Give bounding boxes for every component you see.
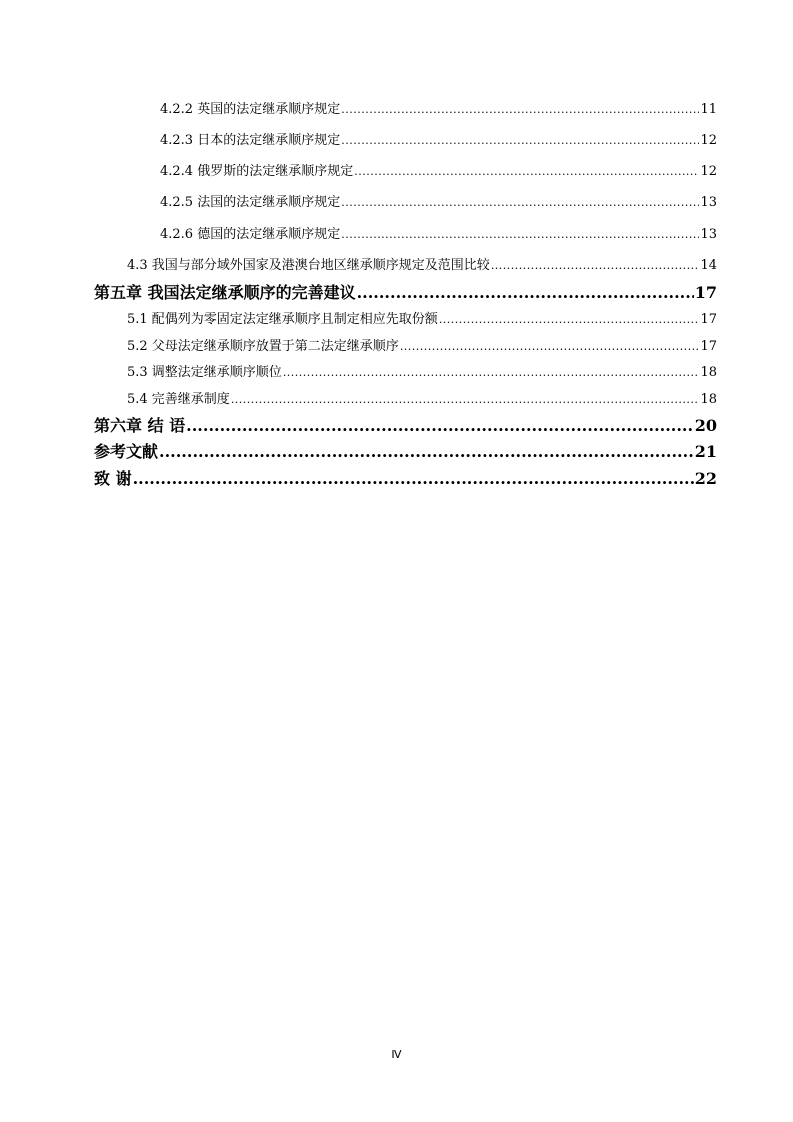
toc-entry-4-2-2[interactable]	[160, 101, 717, 119]
dot-leader	[341, 132, 699, 150]
toc-entry-4-2-5[interactable]	[160, 194, 717, 212]
toc-entry-label: 5.4 完善继承制度	[127, 392, 230, 407]
toc-entry-page: 12	[700, 133, 717, 148]
toc-entry-page: 20	[694, 416, 717, 435]
page-number: Ⅳ	[391, 1049, 402, 1061]
toc-entry-label: 4.2.5 法国的法定继承顺序规定	[160, 195, 341, 210]
toc-entry-chapter-6[interactable]	[94, 415, 717, 437]
toc-entry-page: 17	[694, 283, 717, 302]
toc-entry-page: 18	[700, 392, 717, 407]
toc-entry-page: 22	[694, 469, 717, 488]
dot-leader	[186, 415, 694, 437]
toc-entry-label: 4.3 我国与部分域外国家及港澳台地区继承顺序规定及范围比较	[127, 258, 490, 273]
dot-leader	[341, 101, 699, 119]
toc-entry-references[interactable]	[94, 441, 717, 463]
toc-entry-label: 5.3 调整法定继承顺序顺位	[127, 365, 282, 380]
toc-entry-5-4[interactable]	[127, 391, 717, 409]
toc-entry-4-2-6[interactable]	[160, 226, 717, 244]
toc-entry-5-3[interactable]	[127, 364, 717, 382]
dot-leader	[133, 468, 694, 490]
toc-entry-page: 14	[700, 258, 717, 273]
dot-leader	[159, 441, 694, 463]
toc-entry-label: 4.2.2 英国的法定继承顺序规定	[160, 102, 341, 117]
toc-entry-4-2-4[interactable]	[160, 163, 717, 181]
dot-leader	[341, 226, 699, 244]
toc-entry-page: 13	[700, 195, 717, 210]
dot-leader	[341, 194, 699, 212]
toc-entry-page: 18	[700, 365, 717, 380]
dot-leader	[231, 391, 700, 409]
toc-entry-page: 17	[700, 339, 717, 354]
toc-entry-5-2[interactable]	[127, 338, 717, 356]
toc-entry-chapter-5[interactable]	[94, 282, 717, 304]
toc-entry-page: 12	[700, 164, 717, 179]
toc-entry-label: 参考文献	[94, 442, 159, 461]
toc-entry-acknowledgements[interactable]	[94, 468, 717, 490]
dot-leader	[283, 364, 700, 382]
dot-leader	[357, 282, 694, 304]
toc-entry-page: 13	[700, 227, 717, 242]
toc-entry-label: 5.1 配偶列为零固定法定继承顺序且制定相应先取份额	[127, 312, 438, 327]
toc-entry-label: 第六章 结 语	[94, 416, 186, 435]
toc-entry-page: 21	[694, 442, 717, 461]
toc-entry-label: 第五章 我国法定继承顺序的完善建议	[94, 283, 356, 302]
toc-entry-page: 11	[700, 102, 717, 117]
toc-entry-label: 4.2.4 俄罗斯的法定继承顺序规定	[160, 164, 354, 179]
dot-leader	[400, 338, 700, 356]
toc-entry-page: 17	[700, 312, 717, 327]
dot-leader	[439, 311, 700, 329]
toc-entry-label: 4.2.6 德国的法定继承顺序规定	[160, 227, 341, 242]
toc-entry-label: 4.2.3 日本的法定继承顺序规定	[160, 133, 341, 148]
toc-entry-label: 致 谢	[94, 469, 132, 488]
dot-leader	[354, 163, 699, 181]
toc-entry-4-3[interactable]	[127, 257, 717, 275]
toc-entry-4-2-3[interactable]	[160, 132, 717, 150]
toc-entry-5-1[interactable]	[127, 311, 717, 329]
dot-leader	[491, 257, 700, 275]
toc-entry-label: 5.2 父母法定继承顺序放置于第二法定继承顺序	[127, 339, 399, 354]
